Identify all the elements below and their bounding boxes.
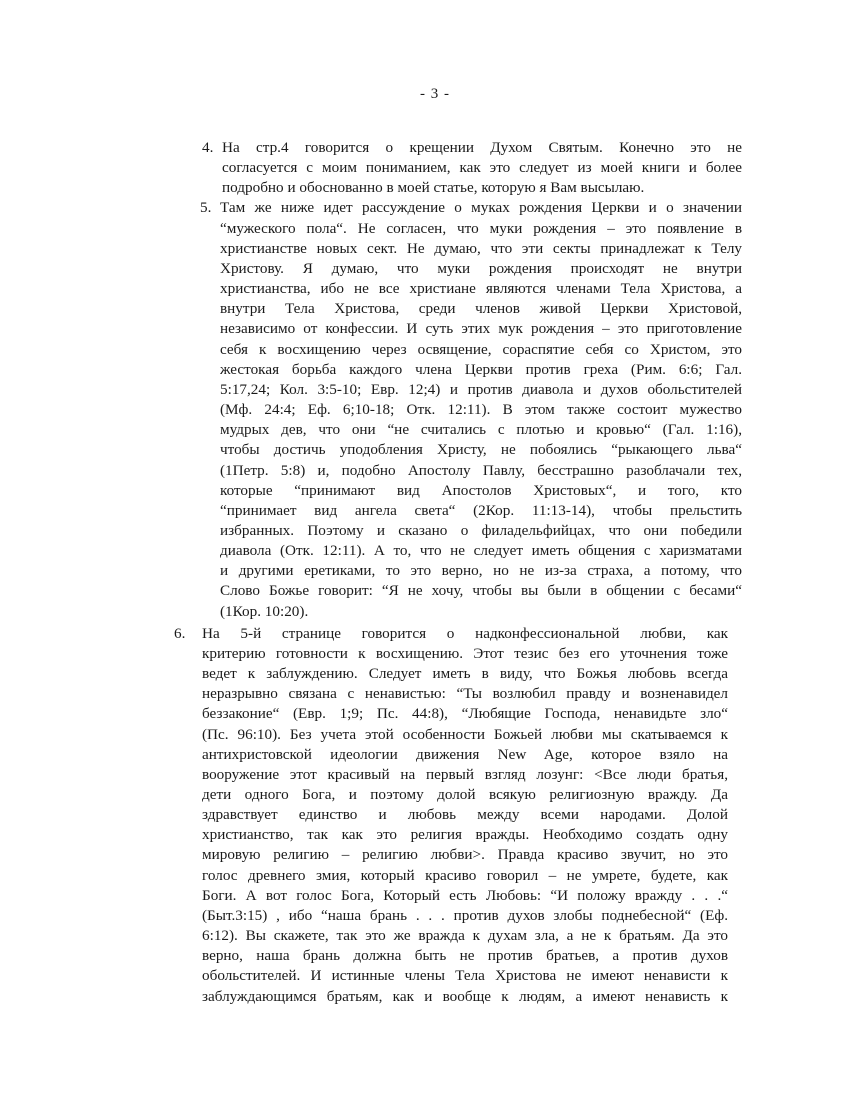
list-item xyxy=(186,198,742,621)
text-line: 6:12). Вы скажете, так это же вражда к духам зла, а не к братьям. Да это xyxy=(202,927,728,945)
text-line: внутри Тела Христова, среди членов живой Церкви Христовой, xyxy=(220,300,742,318)
text-line: подробно и обоснованно в моей статье, которую я Вам высылаю. xyxy=(222,179,645,197)
text-line: беззаконие“ (Евр. 1;9; Пс. 44:8), “Любящие Господа, ненавидьте зло“ xyxy=(202,705,728,723)
text-line: заблуждающимся братьям, как и вообще к людям, а имеют ненависть к xyxy=(202,987,728,1005)
item-text xyxy=(202,624,728,1007)
text-line: неразрывно связана с ненавистью: “Ты возлюбил правду и возненавидел xyxy=(202,685,728,703)
text-line: критерию готовности к восхищению. Этот тезис без его уточнения тоже xyxy=(202,644,728,662)
text-line: верно, наша брань должна быть не против братьев, а против духов xyxy=(202,947,728,965)
text-line: обольстителей. И истинные члены Тела Христова не имеют ненависти к xyxy=(202,967,728,985)
text-line: христианство, так как это религия вражды. Необходимо создать одну xyxy=(202,826,728,844)
list-item xyxy=(188,138,742,198)
text-line: дети одного Бога, и поэтому долой всякую религиозную вражду. Да xyxy=(202,786,728,803)
text-line: антихристовской идеологии движения New Age, которое взяло на xyxy=(202,745,728,763)
text-line: (Мф. 24:4; Еф. 6;10-18; Отк. 12:11). В этом также состоит мужество xyxy=(220,401,742,419)
text-line: (1Петр. 5:8) и, подобно Апостолу Павлу, бесстрашно разоблачали тех, xyxy=(220,461,742,479)
text-line: чтобы достичь уподобления Христу, не побоялись “рыкающего льва“ xyxy=(220,441,742,459)
text-line: независимо от конфессии. И суть этих мук рождения – это приготовление xyxy=(220,320,742,338)
item-number: 4. xyxy=(202,139,214,156)
item-text xyxy=(222,138,742,198)
page-number: - 3 - xyxy=(420,86,450,102)
item-number: 6. xyxy=(174,624,186,642)
text-line: Слово Божье говорит: “Я не хочу, чтобы вы были в общении с бесами“ xyxy=(220,582,742,600)
text-line: согласуется с моим пониманием, как это следует из моей книги и более xyxy=(222,159,742,177)
text-line: “принимает вид ангела света“ (2Кор. 11:13-14), чтобы прельстить xyxy=(220,501,742,519)
text-line: На стр.4 говорится о крещении Духом Святым. Конечно это не xyxy=(222,139,742,156)
text-line: (1Кор. 10:20). xyxy=(220,602,309,620)
text-line: Христову. Я думаю, что муки рождения происходят не внутри xyxy=(220,259,742,277)
numbered-list xyxy=(168,138,742,1007)
text-line: На 5-й странице говорится о надконфессиональной любви, как xyxy=(202,624,728,642)
text-line: и другими еретиками, то это верно, но не из-за страха, а потому, что xyxy=(220,562,742,580)
text-line: 5:17,24; Кол. 3:5-10; Евр. 12;4) и против диавола и духов обольстителей xyxy=(220,380,742,398)
text-line: (Быт.3:15) , ибо “наша брань . . . против духов злобы поднебесной“ (Еф. xyxy=(202,906,728,924)
text-line: мудрых дев, что они “не считались с плотью и кровью“ (Гал. 1:16), xyxy=(220,421,742,439)
text-line: Боги. А вот голос Бога, Который есть Любовь: “И положу вражду . . .“ xyxy=(202,886,728,904)
item-number: 5. xyxy=(200,199,212,217)
text-line: Там же ниже идет рассуждение о муках рождения Церкви и о значении xyxy=(220,199,742,217)
text-line: “мужеского пола“. Не согласен, что муки рождения – это появление в xyxy=(220,219,742,237)
text-line: которые “принимают вид Апостолов Христовых“, и того, кто xyxy=(220,481,742,499)
text-line: мировую религию – религию любви>. Правда красиво звучит, но это xyxy=(202,846,728,864)
text-line: голос древнего змия, который красиво говорил – не умрете, будете, как xyxy=(202,866,728,884)
text-line: христианстве новых сект. Не думаю, что эти секты принадлежат к Телу xyxy=(220,239,742,257)
text-line: жестокая борьба каждого члена Церкви против греха (Рим. 6:6; Гал. xyxy=(220,360,742,378)
text-line: избранных. Поэтому и сказано о филадельфийцах, что они победили xyxy=(220,521,742,539)
text-line: вооружение этот красивый на первый взгляд лозунг: <Все люди братья, xyxy=(202,765,728,783)
text-line: себя к восхищению через освящение, сораспятие себя со Христом, это xyxy=(220,340,742,358)
list-item xyxy=(168,624,728,1007)
text-line: диавола (Отк. 12:11). А то, что не следует иметь общения с харизматами xyxy=(220,542,742,560)
text-line: (Пс. 96:10). Без учета этой особенности Божьей любви мы скатываемся к xyxy=(202,725,728,743)
text-line: здравствует единство и любовь между всеми народами. Долой xyxy=(202,806,728,824)
item-text xyxy=(220,198,742,621)
text-line: христианства, ибо не все христиане являются членами Тела Христова, а xyxy=(220,280,742,298)
text-line: ведет к заблуждению. Следует иметь в виду, что Божья любовь всегда xyxy=(202,665,728,683)
